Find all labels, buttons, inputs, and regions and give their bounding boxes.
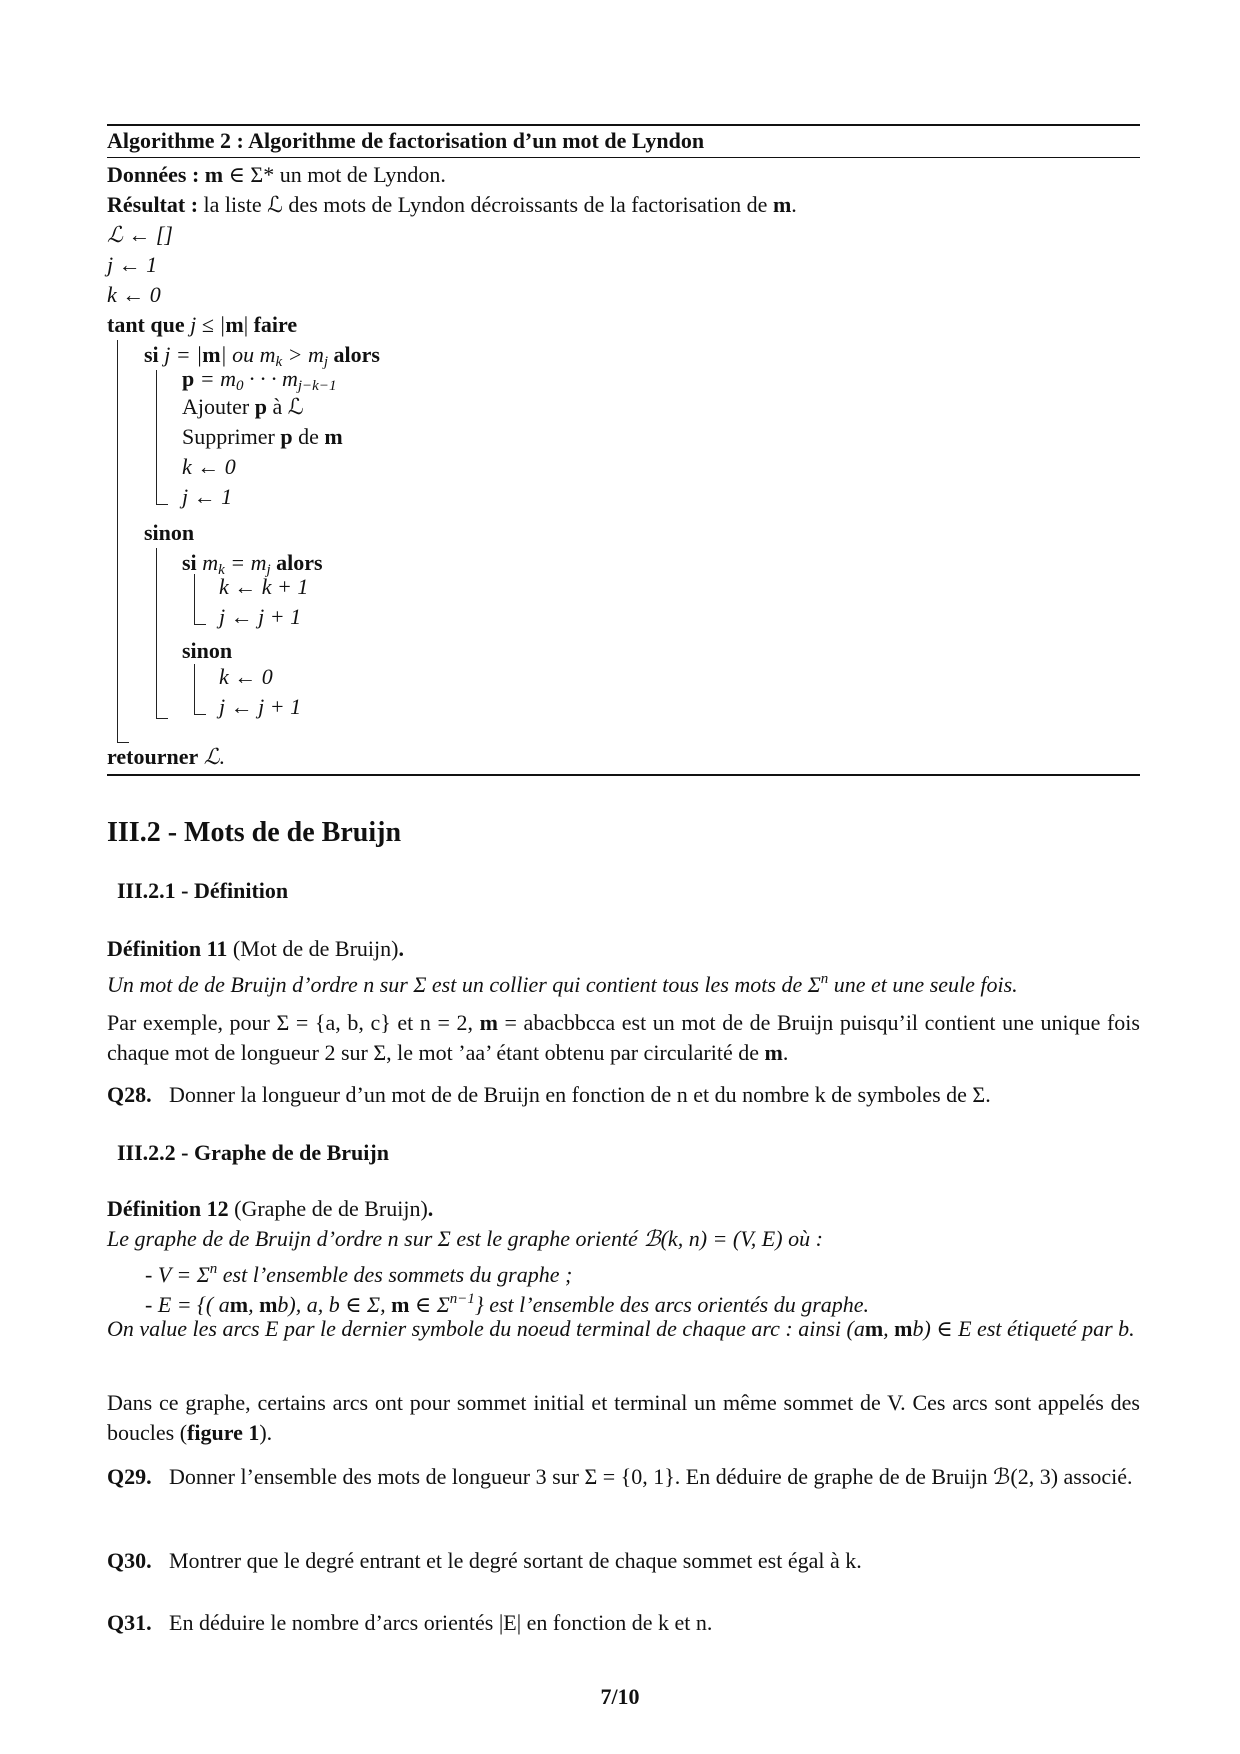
algo-title-rule bbox=[107, 157, 1140, 158]
subsection-graph: III.2.2 - Graphe de de Bruijn bbox=[117, 1140, 389, 1165]
algo-j-inc-2: j ← j + 1 bbox=[219, 694, 302, 719]
algo-if-end bbox=[156, 504, 168, 505]
algo-p-assign: $p = m_0$ · · · $m_{j-k-1}$ bbox=[182, 366, 337, 394]
algo-init-k: k ← 0 bbox=[107, 282, 161, 307]
algo-k-reset: k ← 0 bbox=[182, 454, 236, 479]
page-number: 7/10 bbox=[600, 1684, 640, 1709]
algo-j-inc-1: j ← j + 1 bbox=[219, 604, 302, 629]
algo-k-inc: k ← k + 1 bbox=[219, 574, 309, 599]
algo-j-reset: j ← 1 bbox=[182, 484, 233, 509]
algo-k-reset-2: k ← 0 bbox=[219, 664, 273, 689]
subsection-definition: III.2.1 - Définition bbox=[117, 878, 289, 903]
algo-init-list: ℒ ← [] bbox=[107, 222, 173, 247]
def12-line1: Le graphe de de Bruijn d’ordre n sur Σ est le graphe orienté ℬ(k, n) = (V, E) où : bbox=[107, 1226, 823, 1251]
algo-else2: sinon bbox=[182, 638, 233, 663]
algo-else: sinon bbox=[144, 520, 195, 545]
algo-while-bar bbox=[117, 340, 118, 742]
algo-delete: Supprimer p de m bbox=[182, 424, 343, 449]
algo-else2-end bbox=[194, 714, 206, 715]
def11-heading: Définition 11 (Mot de de Bruijn). bbox=[107, 936, 404, 961]
def12-valuation: On value les arcs E par le dernier symbole du noeud terminal de chaque arc : ainsi (am, mb) ∈ E est étiqueté par b. bbox=[107, 1316, 1135, 1341]
algo-init-j: j ← 1 bbox=[107, 252, 158, 277]
algo-if2-end bbox=[194, 624, 206, 625]
algo-while: tant que j ≤ |m| faire bbox=[107, 312, 298, 337]
algo-add: Ajouter p à ℒ bbox=[182, 394, 304, 419]
algo-else-end bbox=[156, 718, 168, 719]
def12-item-vertices: - $V = \Sigma^n$ est l’ensemble des sommets du graphe ; bbox=[145, 1261, 573, 1287]
example-paragraph: Par exemple, pour Σ = {a, b, c} et n = 2, m = abacbbcca est un mot de de Bruijn puisqu’il contient une unique fois chaque mot de longueur 2 sur Σ, le mot ’aa’ étant obtenu par circularité de m. bbox=[107, 1010, 1140, 1065]
loops-paragraph: Dans ce graphe, certains arcs ont pour sommet initial et terminal un même sommet de V. Ces arcs sont appelés des boucles (figure 1). bbox=[107, 1390, 1140, 1445]
algo-else2-bar bbox=[194, 664, 195, 714]
def12-item-edges: - E = {( am, mb), a, b ∈ Σ, m ∈ $\Sigma^{n-1}$} est l’ensemble des arcs orientés du graphe. bbox=[145, 1291, 870, 1317]
algo-title: Algorithme 2 : Algorithme de factorisation d’un mot de Lyndon bbox=[107, 128, 705, 153]
algo-return: retourner ℒ. bbox=[107, 744, 226, 769]
algo-if-bar bbox=[156, 370, 157, 504]
algo-bottom-rule bbox=[107, 774, 1140, 776]
algo-output: Résultat : la liste ℒ des mots de Lyndon décroissants de la factorisation de m. bbox=[107, 192, 797, 217]
algo-if2: si $m_k = m_j$ alors bbox=[182, 550, 323, 578]
algo-else-bar bbox=[156, 548, 157, 718]
algo-if: si j = |m| ou $m_k > m_j$ alors bbox=[144, 342, 380, 370]
algo-if2-bar bbox=[194, 574, 195, 624]
section-title: III.2 - Mots de de Bruijn bbox=[107, 817, 402, 848]
algo-input: Données : m ∈ Σ* un mot de Lyndon. bbox=[107, 162, 446, 187]
def12-heading: Définition 12 (Graphe de de Bruijn). bbox=[107, 1196, 434, 1221]
def11-text: Un mot de de Bruijn d’ordre n sur Σ est un collier qui contient tous les mots de $\Sigma^n$ une et une seule fois. bbox=[107, 971, 1018, 997]
